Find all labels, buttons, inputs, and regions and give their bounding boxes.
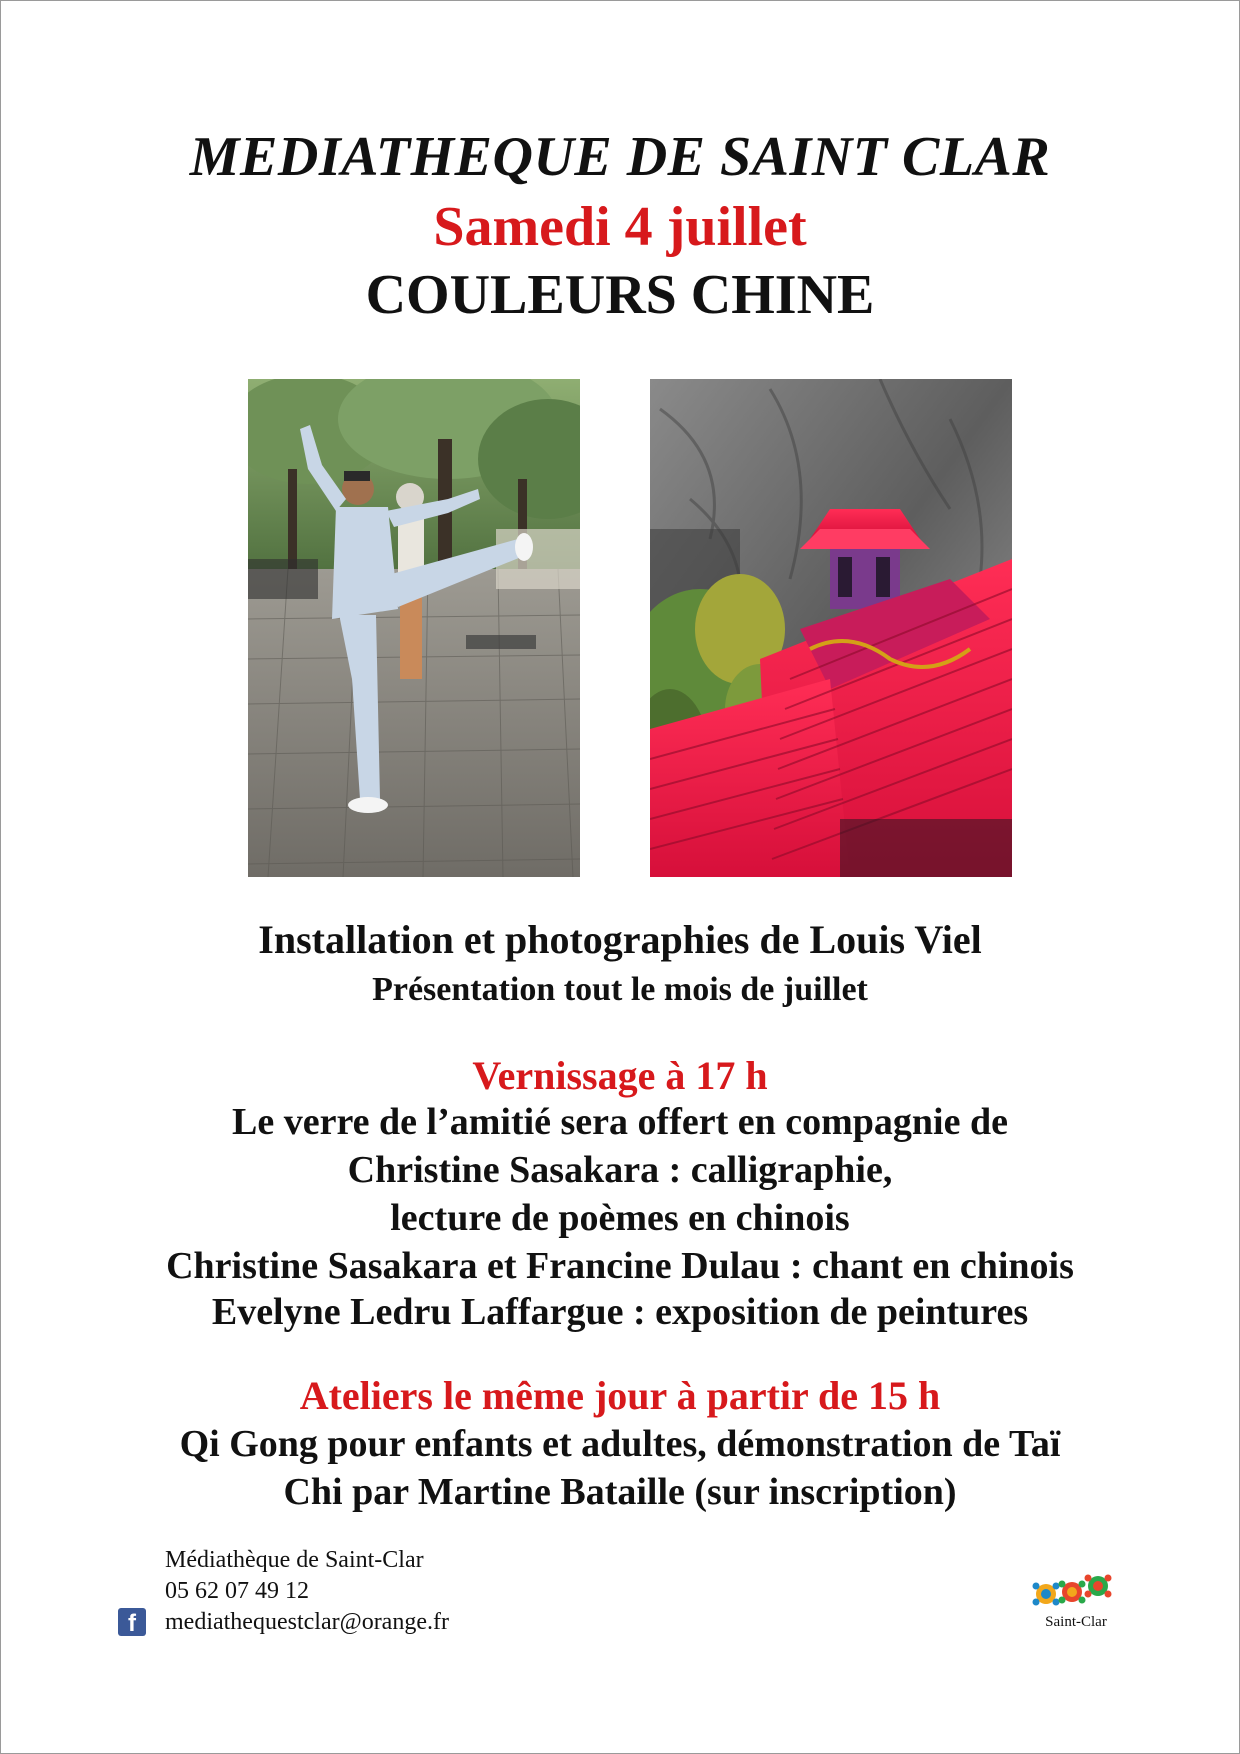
vernissage-line: Le verre de l’amitié sera offert en compagnie de bbox=[232, 1101, 1008, 1143]
contact-name: Médiathèque de Saint-Clar bbox=[165, 1547, 424, 1573]
turtle-icon bbox=[1033, 1583, 1060, 1606]
contact-block bbox=[165, 1545, 449, 1638]
facebook-icon[interactable]: f bbox=[118, 1608, 146, 1636]
turtle-icon bbox=[1059, 1581, 1086, 1604]
ateliers-line: Chi par Martine Bataille (sur inscription) bbox=[283, 1471, 957, 1513]
vernissage-line: Christine Sasakara : calligraphie, bbox=[347, 1149, 893, 1191]
ateliers-line: Qi Gong pour enfants et adultes, démonstration de Taï bbox=[179, 1423, 1061, 1465]
contact-phone: 05 62 07 49 12 bbox=[165, 1578, 309, 1604]
tai-chi-photo bbox=[248, 379, 580, 877]
vernissage-line: Evelyne Ledru Laffargue : exposition de peintures bbox=[211, 1291, 1029, 1333]
temple-roof-photo bbox=[650, 379, 1012, 877]
exhibition-line-1: Installation et photographies de Louis Viel bbox=[258, 917, 982, 962]
vernissage-line: lecture de poèmes en chinois bbox=[390, 1197, 850, 1239]
turtle-icon bbox=[1085, 1575, 1112, 1598]
ateliers-heading: Ateliers le même jour à partir de 15 h bbox=[299, 1373, 941, 1418]
event-name: COULEURS CHINE bbox=[365, 264, 875, 326]
exhibition-line-2: Présentation tout le mois de juillet bbox=[372, 971, 868, 1008]
vernissage-line: Christine Sasakara et Francine Dulau : chant en chinois bbox=[166, 1245, 1074, 1287]
poster-title: MEDIATHEQUE DE SAINT CLAR bbox=[189, 126, 1051, 188]
vernissage-heading: Vernissage à 17 h bbox=[472, 1053, 768, 1098]
contact-email[interactable]: mediathequestclar@orange.fr bbox=[165, 1609, 449, 1635]
logo-label: Saint-Clar bbox=[1045, 1614, 1107, 1630]
event-date: Samedi 4 juillet bbox=[433, 196, 807, 258]
